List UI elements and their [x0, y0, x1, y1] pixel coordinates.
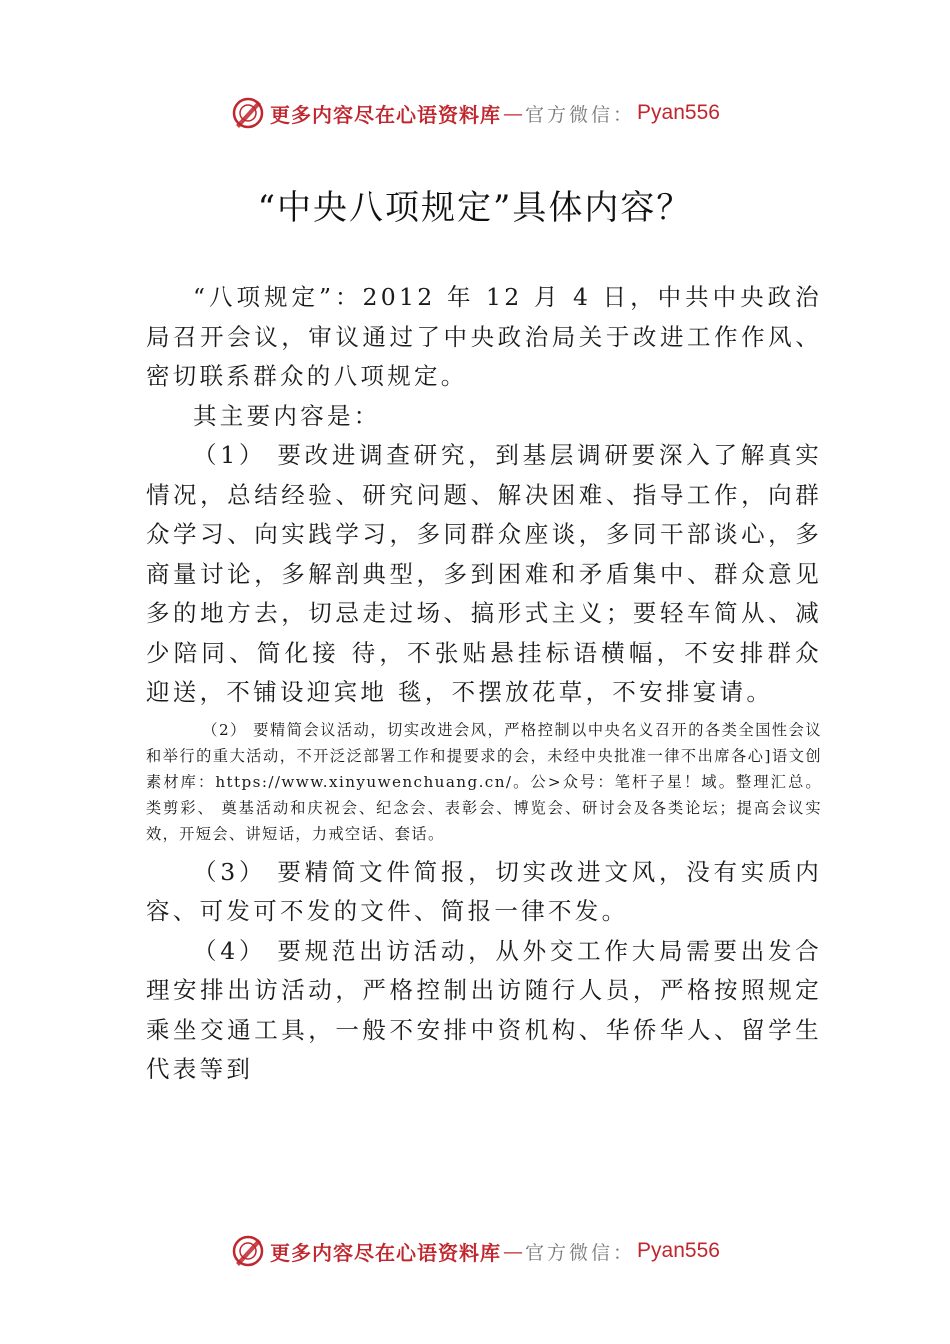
header-brand-text: 更多内容尽在心语资料库: [270, 102, 502, 127]
brand-logo-icon: [230, 1233, 266, 1269]
header-wechat-label: 官方微信：: [525, 103, 636, 126]
paragraph-main-content: 其主要内容是：: [193, 401, 381, 430]
paragraph-item-3: （3） 要精简文件简报，切实改进文风，没有实质内容、可发可不发的文件、简报一律不发。: [146, 857, 822, 925]
header-dash: —: [503, 101, 524, 125]
footer-wechat-label: 官方微信：: [525, 1241, 636, 1264]
footer-wechat-id: Pyan556: [637, 1239, 720, 1262]
footer-brand-text: 更多内容尽在心语资料库: [270, 1240, 502, 1265]
header-wechat-id: Pyan556: [637, 101, 720, 124]
paragraph-item-1: （1） 要改进调查研究，到基层调研要深入了解真实情况，总结经验、研究问题、解决困难、指导工作，向群众学习、向实践学习，多同群众座谈，多同干部谈心，多商量讨论，多解剖典型，多到困难和矛盾集中、群众意见多的地方去，切忌走过场、搞形式主义；要轻车简从、减少陪同、简化接 待，不张贴悬挂标语横幅，不安排群众迎送，不铺设迎宾地 毯，不摆放花草，不安排宴请。: [146, 441, 822, 706]
footer-dash: —: [503, 1239, 524, 1263]
document-body: [146, 278, 822, 1090]
brand-logo-icon: [230, 95, 266, 131]
paragraph-intro: “八项规定”：2012 年 12 月 4 日，中共中央政治局召开会议，审议通过了中央政治局关于改进工作作风、密切联系群众的八项规定。: [146, 283, 822, 390]
header-banner: [0, 93, 950, 133]
paragraph-item-2: （2） 要精简会议活动，切实改进会风，严格控制以中央名义召开的各类全国性会议和举行的重大活动，不开泛泛部署工作和提要求的会，未经中央批准一律不出席各心]语文创素材库：https://www.xinyuwenchuang.cn/。公>众号：笔杆子星！域。整理汇总。类剪彩、 奠基活动和庆祝会、纪念会、表彰会、博览会、研讨会及各类论坛；提高会议实效，开短会、讲短话，力戒空话、套话。: [146, 720, 822, 843]
paragraph-item-4: （4） 要规范出访活动，从外交工作大局需要出发合理安排出访活动，严格控制出访随行人员，严格按照规定乘坐交通工具，一般不安排中资机构、华侨华人、留学生代表等到: [146, 936, 822, 1083]
document-title: “中央八项规定”具体内容？: [257, 188, 693, 228]
footer-banner: [0, 1231, 950, 1271]
